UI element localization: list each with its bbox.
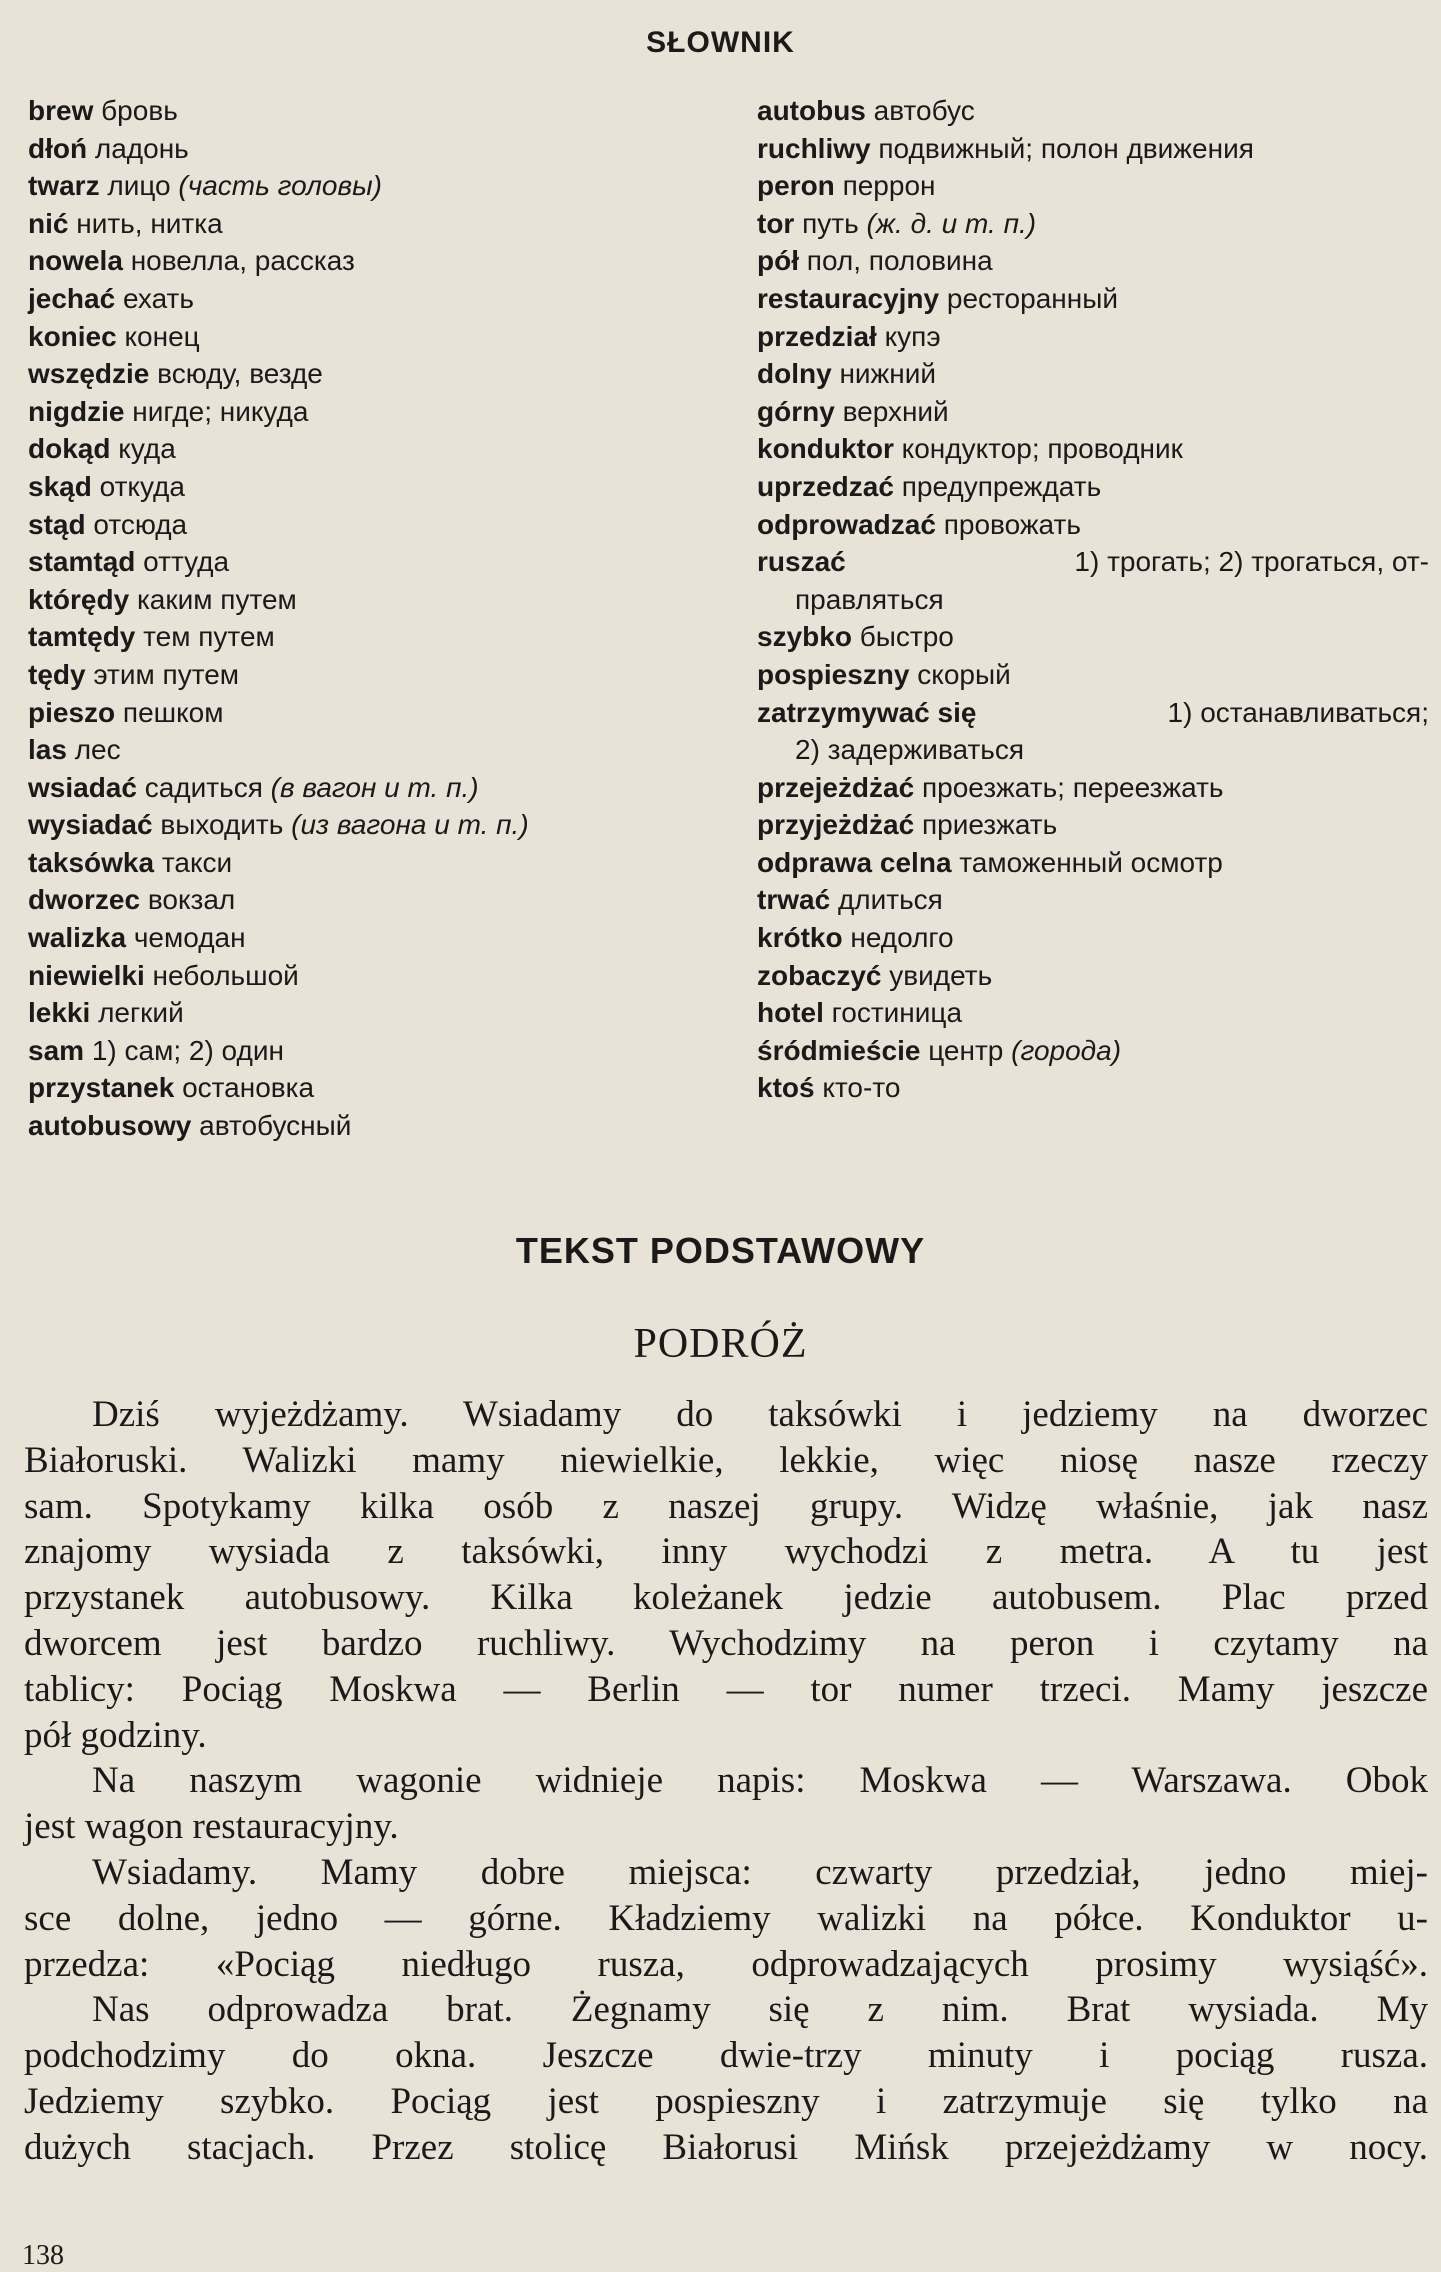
entry-definition-wrap bbox=[153, 960, 299, 991]
entry-definition: всюду, везде bbox=[157, 358, 323, 390]
entry-definition-wrap bbox=[802, 208, 1036, 239]
dictionary-entry bbox=[28, 430, 718, 468]
text-line: znajomy wysiada z taksówki, inny wychodzi z metra. A tu jest bbox=[24, 1531, 1428, 1573]
entry-definition: конец bbox=[124, 320, 200, 352]
dictionary-entry bbox=[757, 543, 1429, 618]
entry-word: peron bbox=[757, 170, 835, 202]
entry-main bbox=[757, 1072, 900, 1103]
dictionary-entry bbox=[28, 1107, 718, 1145]
entry-word: ktoś bbox=[757, 1072, 815, 1104]
entry-main bbox=[28, 922, 246, 953]
entry-main bbox=[757, 543, 1429, 581]
entry-definition-wrap bbox=[95, 133, 189, 164]
dictionary-entry bbox=[28, 769, 718, 807]
dictionary-entry bbox=[28, 656, 718, 694]
entry-definition-wrap bbox=[860, 621, 954, 652]
entry-definition-wrap bbox=[107, 170, 382, 201]
entry-definition: провожать bbox=[943, 508, 1081, 540]
entry-main bbox=[28, 546, 229, 577]
dictionary-entry bbox=[28, 806, 718, 844]
entry-definition: предупреждать bbox=[901, 470, 1102, 502]
entry-definition: этим путем bbox=[93, 658, 240, 690]
dictionary-entry bbox=[28, 167, 718, 205]
entry-word: taksówka bbox=[28, 846, 155, 878]
entry-main bbox=[757, 433, 1183, 464]
dictionary-entry bbox=[757, 318, 1429, 356]
entry-definition-wrap bbox=[1168, 694, 1429, 732]
entry-definition-wrap bbox=[1074, 543, 1429, 581]
entry-definition: недолго bbox=[850, 922, 954, 954]
dictionary-entry bbox=[28, 468, 718, 506]
story-body bbox=[24, 1392, 1428, 2171]
entry-word: walizka bbox=[28, 922, 127, 954]
dictionary-entry bbox=[28, 280, 718, 318]
page-number: 138 bbox=[22, 2240, 64, 2271]
entry-main bbox=[28, 960, 299, 991]
entry-main bbox=[757, 471, 1101, 502]
dictionary-entry bbox=[28, 731, 718, 769]
entry-definition: приезжать bbox=[921, 809, 1058, 841]
entry-main bbox=[757, 358, 936, 389]
text-line: sam. Spotykamy kilka osób z naszej grupy. Widzę właśnie, jak nasz bbox=[24, 1485, 1428, 1527]
dictionary-entry bbox=[28, 694, 718, 732]
entry-definition-wrap bbox=[885, 321, 941, 352]
entry-definition: кто-то bbox=[822, 1072, 901, 1104]
entry-definition-wrap bbox=[843, 396, 949, 427]
entry-word: hotel bbox=[757, 997, 824, 1029]
entry-word: autobus bbox=[757, 95, 866, 126]
dictionary-entry bbox=[28, 543, 718, 581]
entry-definition: увидеть bbox=[889, 959, 993, 991]
entry-definition-wrap bbox=[832, 997, 962, 1028]
entry-definition: выходить bbox=[160, 809, 292, 841]
entry-note: (города) bbox=[1011, 1034, 1122, 1066]
entry-definition-wrap bbox=[145, 772, 479, 803]
entry-word: sam bbox=[28, 1034, 85, 1066]
entry-word: przejeżdżać bbox=[757, 771, 915, 803]
entry-word: jechać bbox=[28, 282, 116, 314]
entry-definition: бровь bbox=[101, 95, 178, 126]
entry-main bbox=[28, 133, 189, 164]
entry-definition-wrap bbox=[199, 1110, 351, 1141]
entry-definition: легкий bbox=[98, 997, 184, 1029]
entry-word: dokąd bbox=[28, 433, 111, 465]
entry-definition: проезжать; переезжать bbox=[921, 771, 1224, 803]
entry-main bbox=[757, 772, 1224, 803]
entry-definition: небольшой bbox=[152, 959, 299, 991]
dictionary-entry bbox=[28, 205, 718, 243]
entry-word: tamtędy bbox=[28, 621, 136, 653]
entry-note: (ж. д. и т. п.) bbox=[866, 207, 1037, 239]
dictionary-entry bbox=[28, 318, 718, 356]
entry-main bbox=[757, 283, 1118, 314]
dictionary-entry bbox=[757, 430, 1429, 468]
entry-main bbox=[757, 509, 1081, 540]
entry-main bbox=[28, 471, 185, 502]
entry-definition: таможенный осмотр bbox=[959, 846, 1223, 878]
dictionary-entry bbox=[28, 957, 718, 995]
entry-definition: нигде; никуда bbox=[132, 395, 309, 427]
entry-definition-wrap bbox=[928, 1035, 1121, 1066]
entry-main bbox=[28, 1072, 314, 1103]
entry-main bbox=[757, 170, 935, 201]
entry-definition-wrap bbox=[92, 1035, 284, 1066]
entry-main bbox=[28, 208, 223, 239]
dictionary-entry bbox=[28, 130, 718, 168]
entry-definition-wrap bbox=[947, 283, 1118, 314]
entry-word: odprowadzać bbox=[757, 508, 936, 540]
entry-word: tędy bbox=[28, 658, 86, 690]
entry-main bbox=[28, 809, 529, 840]
text-line: tablicy: Pociąg Moskwa — Berlin — tor numer trzeci. Mamy jeszcze bbox=[24, 1668, 1428, 1710]
dictionary-entry bbox=[757, 393, 1429, 431]
dictionary-left-column bbox=[28, 92, 718, 1145]
entry-continuation: правляться bbox=[795, 583, 944, 615]
dictionary-entry bbox=[757, 769, 1429, 807]
entry-definition: садиться bbox=[144, 771, 271, 803]
entry-word: zobaczyć bbox=[757, 959, 882, 991]
entry-definition: автобус bbox=[873, 95, 975, 126]
entry-definition: купэ bbox=[884, 320, 941, 352]
dictionary-entry bbox=[28, 506, 718, 544]
entry-main bbox=[757, 922, 954, 953]
entry-main bbox=[28, 1035, 284, 1066]
entry-definition-wrap bbox=[807, 245, 993, 276]
dictionary-entry bbox=[757, 806, 1429, 844]
entry-main bbox=[28, 170, 382, 201]
dictionary-entry bbox=[757, 919, 1429, 957]
entry-continuation: 2) задерживаться bbox=[795, 734, 1025, 766]
dictionary-entry bbox=[757, 656, 1429, 694]
entry-definition-wrap bbox=[850, 922, 953, 953]
dictionary-entry bbox=[757, 468, 1429, 506]
entry-definition-wrap bbox=[93, 509, 187, 540]
entry-word: koniec bbox=[28, 320, 117, 352]
entry-word: nigdzie bbox=[28, 395, 125, 427]
dictionary-entry bbox=[757, 167, 1429, 205]
entry-definition-wrap bbox=[878, 133, 1254, 164]
entry-definition-wrap bbox=[143, 621, 275, 652]
dictionary-entry bbox=[757, 994, 1429, 1032]
entry-main bbox=[28, 396, 308, 427]
entry-word: trwać bbox=[757, 884, 831, 916]
entry-definition-wrap bbox=[143, 546, 229, 577]
dictionary-entry bbox=[757, 355, 1429, 393]
text-line: pół godziny. bbox=[24, 1714, 207, 1756]
text-line: Dziś wyjeżdżamy. Wsiadamy do taksówki i jedziemy na dworzec bbox=[92, 1394, 1428, 1435]
entry-definition-wrap bbox=[843, 170, 936, 201]
entry-word: las bbox=[28, 734, 67, 766]
entry-main bbox=[28, 358, 323, 389]
entry-word: śródmieście bbox=[757, 1034, 921, 1066]
entry-word: nić bbox=[28, 207, 69, 239]
entry-word: skąd bbox=[28, 470, 92, 502]
dictionary-entry bbox=[757, 242, 1429, 280]
dictionary-entry bbox=[757, 280, 1429, 318]
entry-word: stąd bbox=[28, 508, 86, 540]
entry-word: wsiadać bbox=[28, 771, 137, 803]
entry-definition: кондуктор; проводник bbox=[901, 433, 1183, 465]
entry-definition: пол, половина bbox=[806, 245, 993, 277]
dictionary-entry bbox=[757, 1032, 1429, 1070]
text-line: jest wagon restauracyjny. bbox=[24, 1806, 399, 1848]
story-title: PODRÓŻ bbox=[633, 1321, 808, 1367]
dictionary-entry bbox=[757, 130, 1429, 168]
entry-word: lekki bbox=[28, 997, 91, 1029]
entry-main bbox=[757, 847, 1223, 878]
entry-main bbox=[757, 694, 1429, 732]
entry-word: nowela bbox=[28, 245, 123, 277]
dictionary-right-column bbox=[757, 92, 1429, 1107]
entry-word: zatrzymywać się bbox=[757, 696, 977, 728]
entry-main bbox=[28, 772, 479, 803]
entry-word: autobusowy bbox=[28, 1110, 192, 1142]
entry-definition: верхний bbox=[842, 395, 949, 427]
entry-main bbox=[28, 697, 224, 728]
entry-definition-wrap bbox=[874, 95, 975, 126]
entry-word: pół bbox=[757, 245, 799, 277]
entry-word: ruszać bbox=[757, 546, 846, 578]
entry-main bbox=[757, 95, 975, 126]
dictionary-entry bbox=[28, 618, 718, 656]
text-line: Wsiadamy. Mamy dobre miejsca: czwarty przedział, jedno miej- bbox=[92, 1851, 1428, 1893]
entry-word: szybko bbox=[757, 621, 852, 653]
entry-definition: скорый bbox=[917, 658, 1011, 690]
text-line: przedza: «Pociąg niedługo rusza, odprowadzających prosimy wysiąść». bbox=[24, 1943, 1428, 1985]
entry-definition: такси bbox=[161, 846, 233, 878]
entry-definition-wrap bbox=[157, 358, 323, 389]
dictionary-entry bbox=[757, 506, 1429, 544]
entry-word: restauracyjny bbox=[757, 282, 940, 314]
entry-main bbox=[757, 809, 1057, 840]
entry-word: wysiadać bbox=[28, 809, 153, 841]
text-line: Na naszym wagonie widnieje napis: Moskwa — Warszawa. Obok bbox=[92, 1760, 1428, 1802]
entry-main bbox=[28, 584, 297, 615]
entry-word: górny bbox=[757, 395, 835, 427]
dictionary-entry bbox=[28, 994, 718, 1032]
dictionary-entry bbox=[757, 881, 1429, 919]
dictionary-entry bbox=[28, 1069, 718, 1107]
entry-main bbox=[28, 283, 194, 314]
dictionary-entry bbox=[28, 393, 718, 431]
entry-definition-wrap bbox=[93, 659, 239, 690]
dictionary-entry bbox=[757, 1069, 1429, 1107]
dictionary-entry bbox=[28, 355, 718, 393]
entry-main bbox=[757, 884, 943, 915]
entry-word: pieszo bbox=[28, 696, 116, 728]
entry-word: dolny bbox=[757, 358, 832, 390]
entry-definition: тем путем bbox=[143, 621, 275, 653]
entry-definition: гостиница bbox=[831, 997, 963, 1029]
entry-definition: новелла, рассказ bbox=[130, 245, 355, 277]
entry-word: krótko bbox=[757, 922, 843, 954]
entry-definition: 1) сам; 2) один bbox=[91, 1034, 284, 1066]
section-title: TEKST PODSTAWOWY bbox=[515, 1230, 926, 1271]
text-line: sce dolne, jedno — górne. Kładziemy walizki na półce. Konduktor u- bbox=[24, 1897, 1428, 1939]
entry-definition-wrap bbox=[902, 471, 1101, 502]
entry-word: twarz bbox=[28, 170, 100, 202]
entry-definition: отсюда bbox=[93, 508, 188, 540]
entry-definition-wrap bbox=[101, 95, 178, 126]
entry-definition-wrap bbox=[902, 433, 1183, 464]
entry-definition: оттуда bbox=[143, 546, 230, 578]
entry-definition-wrap bbox=[959, 847, 1223, 878]
text-line: dużych stacjach. Przez stolicę Białorusi Mińsk przejeżdżamy w nocy. bbox=[24, 2126, 1428, 2168]
entry-definition-wrap bbox=[100, 471, 185, 502]
entry-definition: ресторанный bbox=[946, 282, 1118, 314]
entry-main bbox=[757, 659, 1011, 690]
entry-word: stamtąd bbox=[28, 546, 136, 578]
entry-word: przyjeżdżać bbox=[757, 809, 915, 841]
dictionary-entry bbox=[757, 844, 1429, 882]
entry-main bbox=[28, 621, 275, 652]
entry-main bbox=[28, 1110, 351, 1141]
entry-definition-wrap bbox=[838, 884, 943, 915]
entry-definition-wrap bbox=[118, 433, 176, 464]
entry-main bbox=[757, 208, 1036, 239]
entry-definition: нить, нитка bbox=[76, 207, 223, 239]
entry-definition: ехать bbox=[122, 282, 194, 314]
entry-definition-wrap bbox=[124, 321, 199, 352]
entry-definition-wrap bbox=[182, 1072, 314, 1103]
entry-definition-wrap bbox=[75, 734, 121, 765]
entry-main bbox=[28, 321, 200, 352]
entry-main bbox=[28, 847, 232, 878]
entry-definition-wrap bbox=[922, 772, 1224, 803]
entry-definition: остановка bbox=[182, 1072, 315, 1104]
entry-main bbox=[28, 433, 176, 464]
entry-definition-wrap bbox=[160, 809, 528, 840]
entry-definition-wrap bbox=[839, 358, 936, 389]
entry-definition: куда bbox=[118, 433, 176, 465]
entry-definition-wrap bbox=[98, 997, 184, 1028]
entry-word: którędy bbox=[28, 583, 130, 615]
entry-definition-wrap bbox=[134, 922, 246, 953]
dictionary-title: SŁOWNIK bbox=[646, 26, 795, 59]
entry-definition: 1) трогать; 2) трогаться, от- bbox=[1074, 546, 1429, 578]
entry-main bbox=[757, 1035, 1121, 1066]
entry-word: pospieszny bbox=[757, 658, 910, 690]
entry-main bbox=[28, 659, 239, 690]
dictionary-entry bbox=[28, 844, 718, 882]
entry-word: przedział bbox=[757, 320, 877, 352]
dictionary-entry bbox=[28, 92, 718, 130]
entry-word: odprawa celna bbox=[757, 846, 952, 878]
entry-word: dworzec bbox=[28, 884, 141, 916]
entry-definition: нижний bbox=[839, 358, 937, 390]
entry-definition-wrap bbox=[137, 584, 297, 615]
entry-note: (в вагон и т. п.) bbox=[270, 771, 479, 803]
entry-definition-wrap bbox=[889, 960, 992, 991]
entry-main bbox=[757, 133, 1254, 164]
entry-definition-wrap bbox=[944, 509, 1081, 540]
entry-note: (из вагона и т. п.) bbox=[291, 809, 529, 841]
entry-definition: ладонь bbox=[94, 132, 189, 164]
dictionary-entry bbox=[28, 581, 718, 619]
entry-main bbox=[757, 245, 993, 276]
entry-main bbox=[28, 884, 235, 915]
entry-definition-wrap bbox=[917, 659, 1010, 690]
dictionary-entry bbox=[28, 881, 718, 919]
dictionary-entry bbox=[757, 92, 1429, 130]
entry-definition: перрон bbox=[842, 170, 936, 202]
entry-definition: откуда bbox=[99, 470, 185, 502]
entry-main bbox=[757, 997, 962, 1028]
entry-definition: лицо bbox=[107, 170, 179, 202]
entry-word: tor bbox=[757, 207, 795, 239]
entry-main bbox=[757, 396, 949, 427]
entry-main bbox=[28, 245, 355, 276]
entry-word: brew bbox=[28, 95, 94, 126]
text-line: dworcem jest bardzo ruchliwy. Wychodzimy na peron i czytamy na bbox=[24, 1622, 1428, 1664]
entry-definition: лес bbox=[74, 734, 121, 766]
entry-definition: 1) останавливаться; bbox=[1167, 696, 1429, 728]
text-line: Jedziemy szybko. Pociąg jest pospieszny i zatrzymuje się tylko na bbox=[24, 2080, 1428, 2122]
text-line: Nas odprowadza brat. Żegnamy się z nim. Brat wysiada. My bbox=[92, 1989, 1428, 2031]
entry-definition-wrap bbox=[131, 245, 355, 276]
entry-definition: центр bbox=[928, 1034, 1012, 1066]
entry-main bbox=[757, 621, 954, 652]
entry-main bbox=[757, 960, 992, 991]
entry-main bbox=[757, 321, 941, 352]
entry-definition-wrap bbox=[76, 208, 222, 239]
dictionary-entry bbox=[28, 919, 718, 957]
entry-word: ruchliwy bbox=[757, 132, 871, 164]
entry-word: dłoń bbox=[28, 132, 88, 164]
entry-definition: пешком bbox=[122, 696, 224, 728]
dictionary-entry bbox=[757, 618, 1429, 656]
entry-definition: длиться bbox=[837, 884, 943, 916]
entry-definition-wrap bbox=[922, 809, 1057, 840]
entry-definition: автобусный bbox=[199, 1110, 352, 1142]
entry-word: przystanek bbox=[28, 1072, 175, 1104]
dictionary-entry bbox=[757, 957, 1429, 995]
entry-definition-wrap bbox=[123, 697, 224, 728]
entry-definition-wrap bbox=[822, 1072, 900, 1103]
dictionary-entry bbox=[757, 205, 1429, 243]
entry-definition: быстро bbox=[859, 621, 954, 653]
entry-definition: каким путем bbox=[136, 583, 297, 615]
entry-definition: путь bbox=[802, 207, 867, 239]
dictionary-entry bbox=[757, 694, 1429, 769]
entry-definition: чемодан bbox=[133, 922, 246, 954]
dictionary-entry bbox=[28, 242, 718, 280]
entry-definition-wrap bbox=[123, 283, 194, 314]
dictionary-entry bbox=[28, 1032, 718, 1070]
entry-definition: подвижный; полон движения bbox=[878, 132, 1254, 164]
entry-main bbox=[28, 734, 121, 765]
text-line: Białoruski. Walizki mamy niewielkie, lekkie, więc niosę nasze rzeczy bbox=[24, 1439, 1428, 1481]
entry-definition-wrap bbox=[132, 396, 308, 427]
text-line: podchodzimy do okna. Jeszcze dwie-trzy minuty i pociąg rusza. bbox=[24, 2035, 1428, 2077]
entry-definition: вокзал bbox=[147, 884, 236, 916]
entry-note: (часть головы) bbox=[178, 170, 382, 202]
entry-word: niewielki bbox=[28, 959, 145, 991]
entry-main bbox=[28, 509, 187, 540]
entry-definition-wrap bbox=[162, 847, 232, 878]
entry-main bbox=[28, 95, 178, 126]
entry-word: uprzedzać bbox=[757, 470, 894, 502]
entry-main bbox=[28, 997, 184, 1028]
entry-word: konduktor bbox=[757, 433, 894, 465]
entry-word: wszędzie bbox=[28, 358, 150, 390]
entry-definition-wrap bbox=[148, 884, 235, 915]
text-line: przystanek autobusowy. Kilka koleżanek jedzie autobusem. Plac przed bbox=[24, 1577, 1428, 1619]
